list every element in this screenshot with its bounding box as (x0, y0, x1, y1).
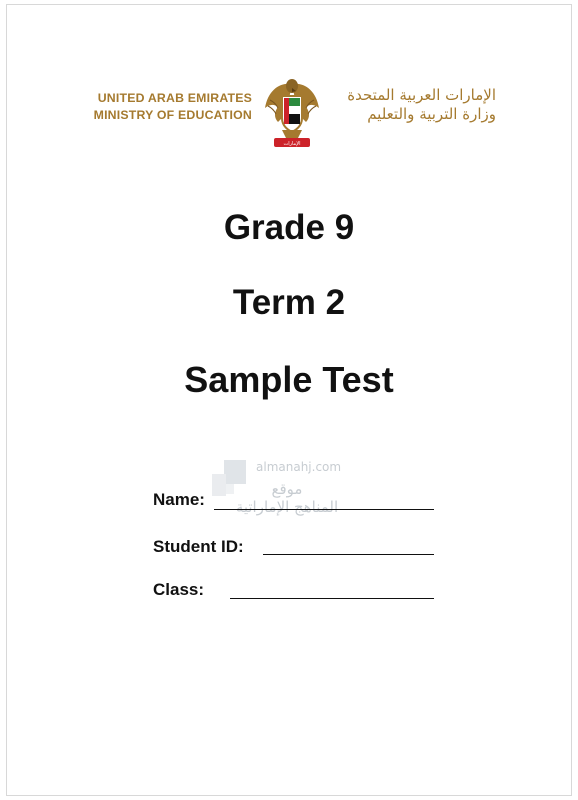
ministry-name-english (88, 90, 252, 124)
name-label: Name: (153, 490, 205, 509)
term-title: Term 2 (232, 283, 346, 322)
watermark-arabic (232, 480, 342, 516)
ministry-name-arabic (320, 86, 496, 124)
test-title: Sample Test (184, 359, 394, 400)
class-answer-line[interactable] (230, 598, 434, 599)
class-label: Class: (153, 580, 205, 599)
uae-emblem-falcon-icon (262, 74, 322, 150)
watermark-url: almanahj.com (256, 460, 342, 474)
country-name-arabic: الإمارات العربية المتحدة (347, 86, 496, 104)
student-id-answer-line[interactable] (263, 554, 434, 555)
ministry-header (0, 72, 578, 152)
grade-title: Grade 9 (223, 208, 355, 247)
svg-text:الإمارات: الإمارات (283, 141, 301, 147)
site-watermark (210, 458, 350, 528)
ministry-name-arabic-line: وزارة التربية والتعليم (367, 105, 496, 123)
country-name-english: UNITED ARAB EMIRATES (97, 91, 252, 105)
watermark-arabic-line2: المناهج الإماراتية (235, 498, 339, 516)
name-answer-line[interactable] (214, 509, 434, 510)
ministry-name-english-line: MINISTRY OF EDUCATION (93, 108, 252, 122)
watermark-arabic-line1: موقع (271, 480, 303, 498)
student-id-label: Student ID: (153, 537, 244, 556)
